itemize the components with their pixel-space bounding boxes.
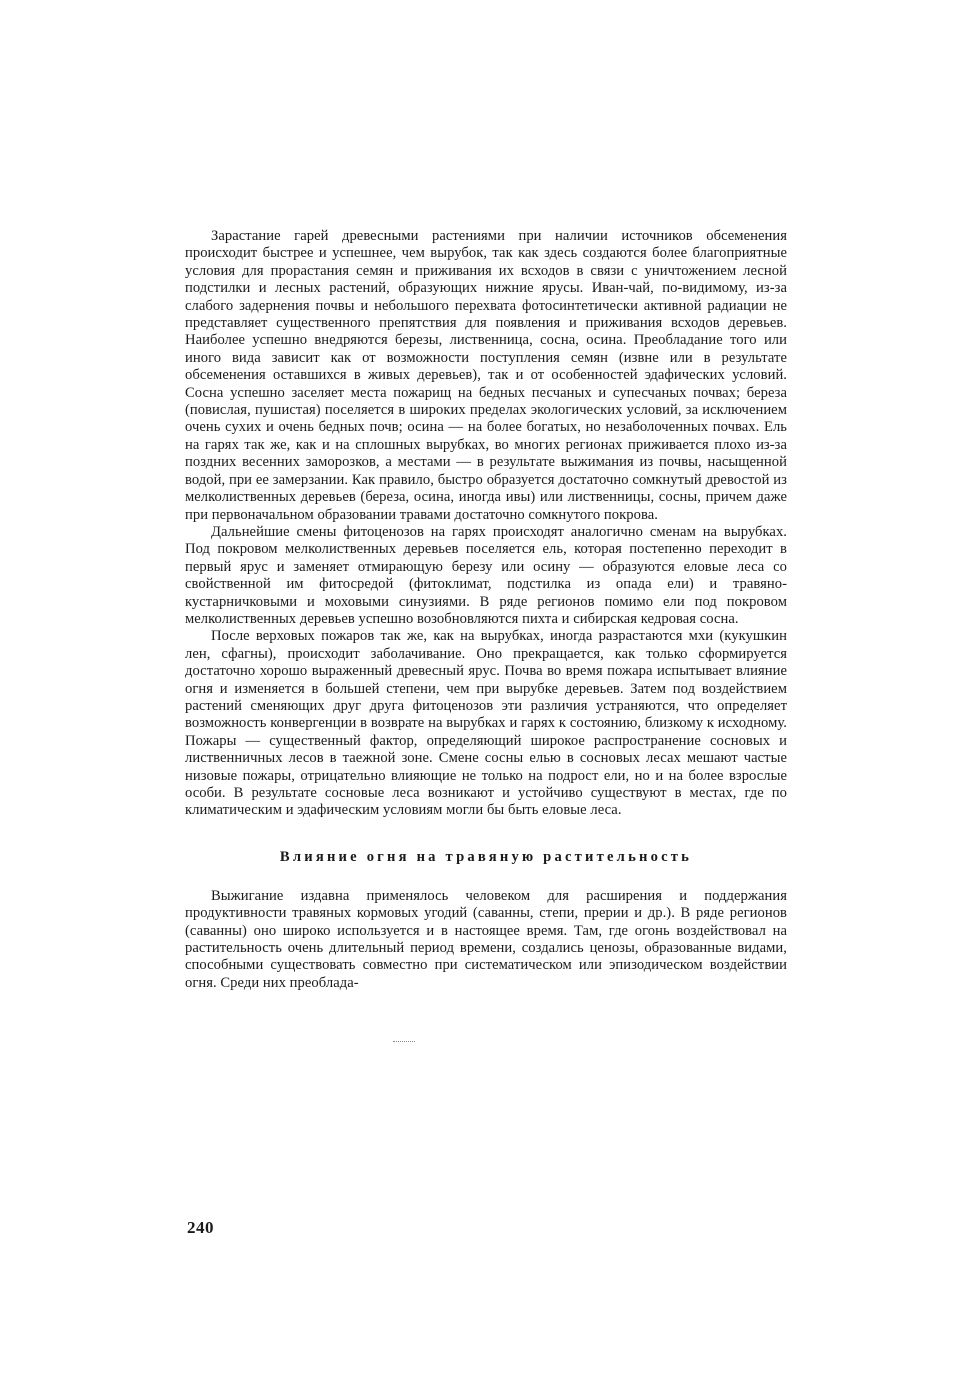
- paragraph-crown-fires: После верховых пожаров так же, как на вырубках, иногда разрастаются мхи (кукушкин лен, сфагны), происходит заболачивание. Оно прекращается, как только сформируется достаточно хорошо выраженный древесный ярус. Почва во время пожара испытывает влияние огня и изменяется в большей степени, чем при вырубке деревьев. Затем под воздействием растений сменяющих друг друга фитоценозов эти различия устраняются, что определяет возможность конвергенции в возврате на вырубках и гарях к состоянию, близкому к исходному. Пожары — существенный фактор, определяющий широкое распространение сосновых и лиственничных лесов в таежной зоне. Смене сосны елью в сосновых лесах мешают частые низовые пожары, отрицательно влияющие не только на подрост ели, но и на более взрослые особи. В результате сосновые леса возникают и устойчиво существуют в местах, где по климатическим и эдафическим условиям могли бы быть еловые леса.: [185, 628, 787, 819]
- page-body: [185, 228, 787, 992]
- section-heading: Влияние огня на травяную растительность: [279, 848, 693, 865]
- paragraph-burning-grasslands: Выжигание издавна применялось человеком для расширения и поддержания продуктивности травяных кормовых угодий (саванны, степи, прерии и др.). В ряде регионов (саванны) оно широко используется и в настоящее время. Там, где огонь воздействовал на растительность очень длительный период времени, создались ценозы, образованные видами, способными существовать совместно при систематическом или эпизодическом воздействии огня. Среди них преоблада-: [185, 887, 787, 991]
- page-number: 240: [187, 1218, 214, 1237]
- paragraph-phytocenosis-succession: Дальнейшие смены фитоценозов на гарях происходят аналогично сменам на вырубках. Под покровом мелколиственных деревьев поселяется ель, которая постепенно переходит в первый ярус и заменяет отмирающую березу или осину — образуются еловые леса со свойственной им фитосредой (фитоклимат, подстилка из опада ели) и травяно-кустарничковыми и моховыми синузиями. В ряде регионов помимо ели под покровом мелколиственных деревьев успешно возобновляются пихта и сибирская кедровая сосна.: [185, 523, 787, 627]
- separator-mark: [393, 1041, 415, 1043]
- paragraph-burned-areas-regrowth: Зарастание гарей древесными растениями при наличии источников обсеменения происходит быстрее и успешнее, чем вырубок, так как здесь создаются более благоприятные условия для прорастания семян и приживания их всходов в связи с уничтожением лесной подстилки и лесных растений, образующих нижние ярусы. Иван-чай, по-видимому, из-за слабого задернения почвы и небольшого перехвата фотосинтетически активной радиации не представляет существенного препятствия для появления и приживания всходов деревьев. Наиболее успешно внедряются березы, лиственница, сосна, осина. Преобладание того или иного вида зависит как от возможности поступления семян (извне или в результате обсеменения оставшихся в живых деревьев), так и от особенностей эдафических условий. Сосна успешно заселяет места пожарищ на бедных песчаных и супесчаных почвах; береза (повислая, пушистая) поселяется в широких пределах экологических условий, за исключением очень сухих и очень бедных почв; осина — на более богатых, но незаболоченных почвах. Ель на гарях так же, как и на сплошных вырубках, во многих регионах приживается плохо из-за поздних весенних заморозков, а местами — в результате выжимания из почвы, насыщенной водой, при ее замерзании. Как правило, быстро образуется достаточно сомкнутый древостой из мелколиственных деревьев (береза, осина, иногда ивы) или лиственницы, сосны, причем даже при первоначальном образовании травами достаточно сомкнутого покрова.: [185, 228, 787, 523]
